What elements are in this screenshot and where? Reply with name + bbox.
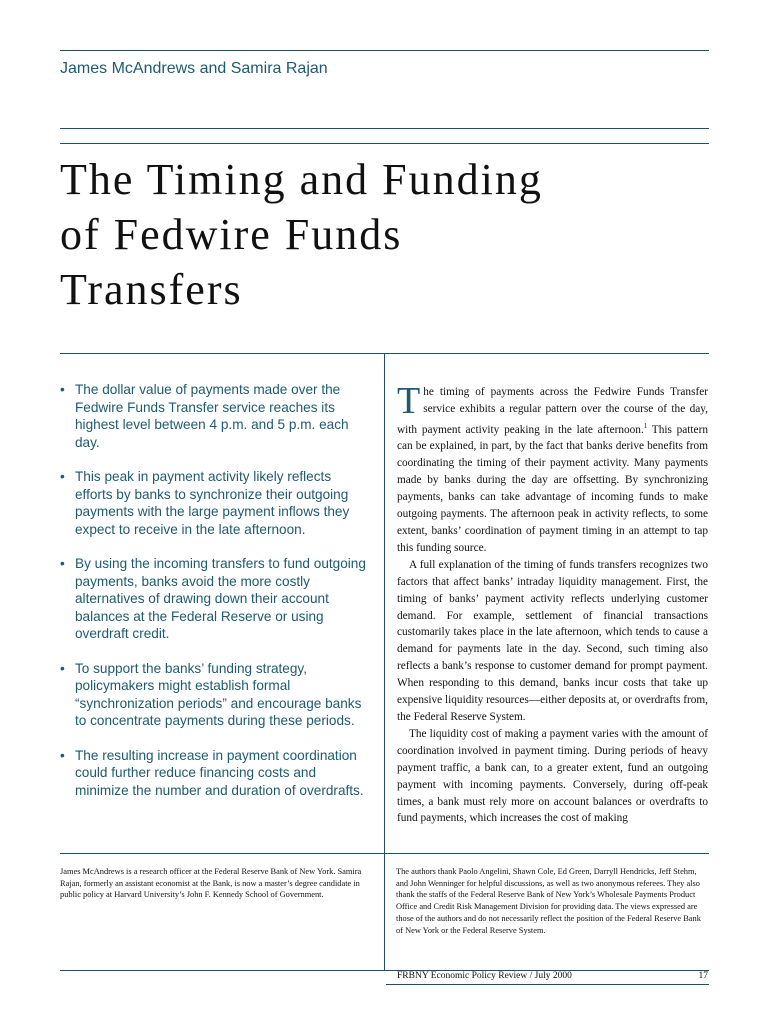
author-bio-note: James McAndrews is a research officer at the Federal Reserve Bank of New York. Samira Rajan, formerly an assistant economist at the Bank, is now a master’s degree candidate in public policy at Harvard University’s John F. Kennedy School of Government. bbox=[60, 867, 362, 900]
footnote-marker[interactable]: 1 bbox=[643, 421, 648, 430]
top-rule bbox=[60, 50, 709, 51]
footer-rule bbox=[386, 984, 709, 985]
rule-below-authors-1 bbox=[60, 128, 709, 129]
summary-bullet: • By using the incoming transfers to fund outgoing payments, banks avoid the more costly alternatives of drawing down their account balances at the Federal Reserve or using overdraft credit. bbox=[60, 555, 372, 643]
summary-bullet: • This peak in payment activity likely reflects efforts by banks to synchronize their outgoing payments with the large payment inflows they expect to receive in the late afternoon. bbox=[60, 468, 372, 538]
summary-bullet: • The dollar value of payments made over the Fedwire Funds Transfer service reaches its highest level between 4 p.m. and 5 p.m. each day. bbox=[60, 381, 372, 451]
body-paragraph-1 bbox=[397, 380, 708, 557]
title-line-3: Transfers bbox=[60, 265, 243, 314]
title-line-2: of Fedwire Funds bbox=[60, 210, 403, 259]
body-paragraph-1-end: This pattern can be explained, in part, by the fact that banks derive benefits from coordinating the timing of their payment activity. Many payments made by banks during the day are offsetting. By synchronizing payments, banks can take advantage of incoming funds to make outgoing payments. The afternoon peak in activity reflects, to some extent, banks’ coordination of payment timing in an attempt to tap this funding source. bbox=[397, 423, 708, 554]
page-number: 17 bbox=[698, 971, 708, 981]
summary-bullet: • To support the banks’ funding strategy, policymakers might establish formal “synchronization periods” and encourage banks to concentrate payments during these periods. bbox=[60, 660, 372, 730]
body-paragraph-1-start: he timing of payments across the Fedwire Funds Transfer service exhibits a regular pattern over the course of the day, with payment activity peaking in the late afternoon. bbox=[397, 386, 708, 436]
title-line-1: The Timing and Funding bbox=[60, 155, 543, 204]
column-divider bbox=[384, 353, 385, 970]
author-line: James McAndrews and Samira Rajan bbox=[60, 60, 328, 77]
article-body bbox=[397, 380, 708, 827]
rule-above-footnotes bbox=[60, 853, 709, 854]
acknowledgments-note: The authors thank Paolo Angelini, Shawn Cole, Ed Green, Darryll Hendricks, Jeff Stehm, and John Wenninger for helpful discussions, as well as two anonymous referees. They also thank the staffs of the Federal Reserve Bank of New York’s Wholesale Payments Product Office and Credit Risk Management Division for providing data. The views expressed are those of the authors and do not necessarily reflect the position of the Federal Reserve Bank of New York or the Federal Reserve System. bbox=[396, 867, 701, 935]
body-paragraph-2: A full explanation of the timing of funds transfers recognizes two factors that affect banks’ intraday liquidity management. First, the timing of banks’ payment activity reflects underlying customer demand. For example, settlement of financial transactions customarily takes place in the late afternoon, which tends to cause a demand for payments late in the day. Second, such timing also reflects a bank’s response to customer demand for prompt payment. When responding to this demand, banks incur costs that take up expensive liquidity resources—either deposits at, or overdrafts from, the Federal Reserve System. bbox=[397, 558, 708, 723]
drop-cap: T bbox=[397, 380, 421, 422]
bottom-rule bbox=[60, 970, 709, 971]
summary-bullet: • The resulting increase in payment coordination could further reduce financing costs and minimize the number and duration of overdrafts. bbox=[60, 747, 372, 800]
body-paragraph-3: The liquidity cost of making a payment varies with the amount of coordination involved in payment timing. During periods of heavy payment traffic, a bank can, to a greater extent, fund an outgoing payment with incoming payments. Conversely, during off-peak times, a bank must rely more on account balances or overdrafts to fund payments, which increases the cost of making bbox=[397, 727, 708, 825]
page-title bbox=[60, 152, 700, 317]
summary-bullet-list bbox=[60, 381, 372, 816]
journal-footer: FRBNY Economic Policy Review / July 2000 bbox=[397, 971, 572, 981]
rule-below-authors-2 bbox=[60, 143, 709, 144]
